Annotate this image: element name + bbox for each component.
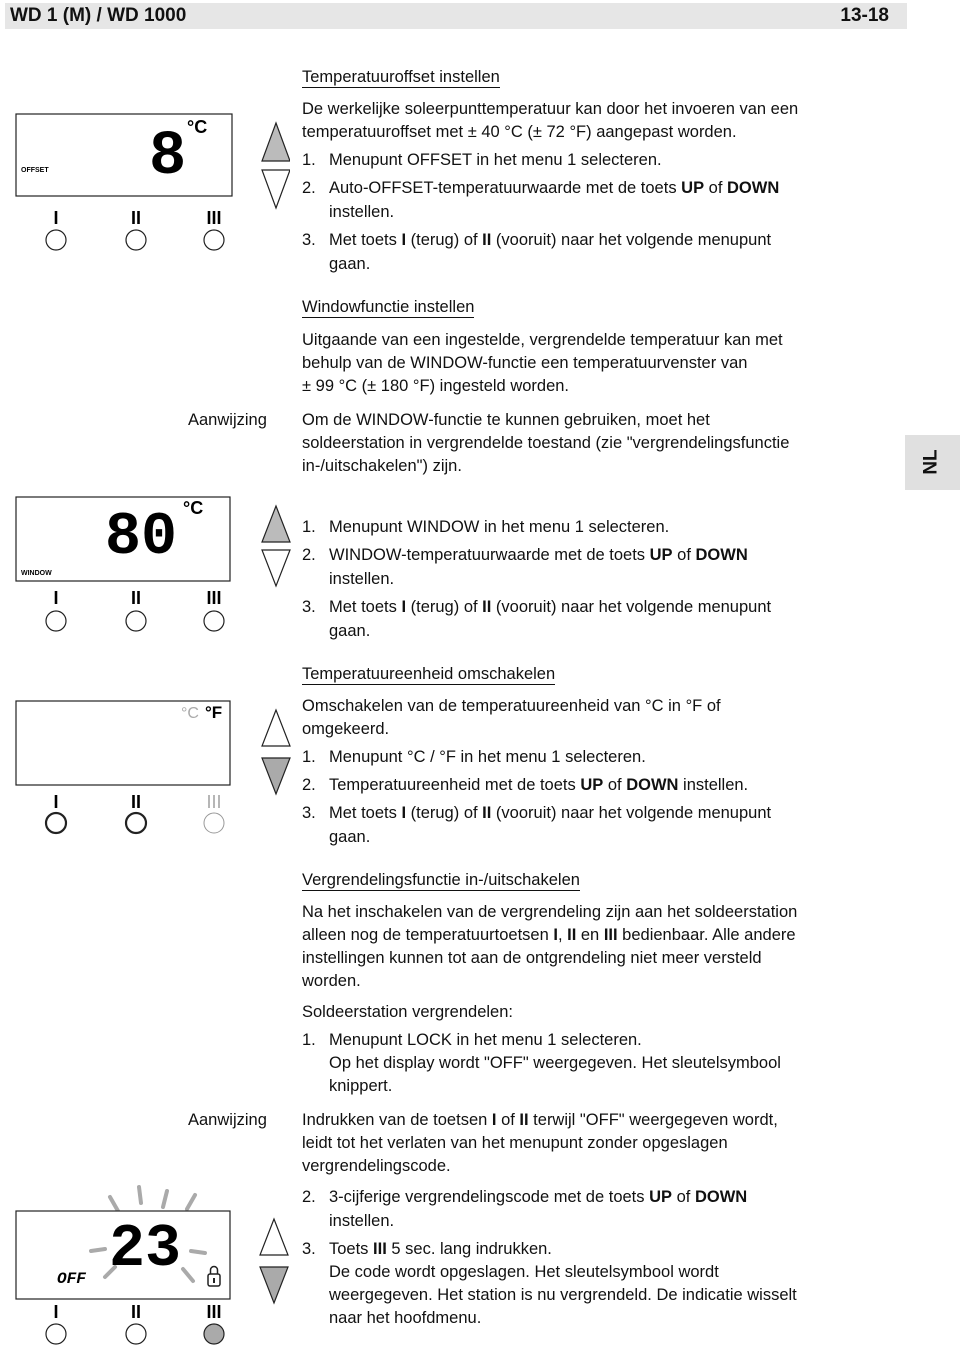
language-tab: NL — [905, 435, 960, 490]
svg-text:III: III — [206, 1302, 222, 1322]
offset-display-label: OFFSET — [21, 167, 49, 174]
lock-step-1-c: knippert. — [329, 1077, 393, 1095]
button-iii-icon — [204, 1324, 224, 1344]
lock-step-3-b: De code wordt opgeslagen. Het sleutelsymbool wordt — [329, 1263, 719, 1281]
up-arrow-icon — [262, 123, 290, 161]
down-arrow-icon — [260, 1267, 288, 1303]
offset-display-figure — [15, 113, 290, 253]
button-i-icon — [46, 230, 66, 250]
lock-note-label: Aanwijzing — [188, 1111, 267, 1129]
lock-step-2-cont: instellen. — [329, 1212, 395, 1230]
window-p2: behulp van de WINDOW-functie een temperatuurvenster van — [302, 354, 748, 372]
button-i-icon — [46, 611, 66, 631]
window-step-1: Menupunt WINDOW in het menu 1 selecteren. — [329, 518, 670, 536]
offset-intro-1: De werkelijke soleerpunttemperatuur kan door het invoeren van een — [302, 100, 799, 118]
lock-step-3-num: 3. — [302, 1240, 316, 1258]
button-ii-icon — [126, 1324, 146, 1344]
lock-step-2: 3-cijferige vergrendelingscode met de toets UP of DOWN — [329, 1188, 748, 1206]
lock-p2: alleen nog de temperatuurtoetsen I, II en III bedienbaar. Alle andere — [302, 926, 796, 944]
down-arrow-icon — [262, 550, 290, 586]
offset-step-3: Met toets I (terug) of II (vooruit) naar het volgende menupunt — [329, 231, 772, 249]
lock-step-3: Toets III 5 sec. lang indrukken. — [329, 1240, 552, 1258]
unit-step-1: Menupunt °C / °F in het menu 1 selecteren. — [329, 748, 646, 766]
unit-step-2-num: 2. — [302, 776, 316, 794]
svg-text:I: I — [53, 208, 59, 228]
svg-text:I: I — [53, 588, 59, 608]
lock-subtitle: Soldeerstation vergrendelen: — [302, 1003, 513, 1021]
offset-step-2-cont: instellen. — [329, 203, 395, 221]
lock-p1: Na het inschakelen van de vergrendeling zijn aan het soldeerstation — [302, 903, 798, 921]
unit-display-celsius: °C — [181, 705, 199, 722]
window-display-label: WINDOW — [21, 570, 52, 577]
offset-display-unit: °C — [187, 117, 208, 137]
window-step-3-num: 3. — [302, 598, 316, 616]
unit-p1: Omschakelen van de temperatuureenheid van °C in °F of — [302, 697, 721, 715]
lock-step-3-d: naar het hoofdmenu. — [329, 1309, 482, 1327]
window-p3: ± 99 °C (± 180 °F) ingesteld worden. — [302, 377, 570, 395]
offset-step-3-num: 3. — [302, 231, 316, 249]
window-note-3: in-/uitschakelen") zijn. — [302, 457, 462, 475]
section-title-lock: Vergrendelingsfunctie in-/uitschakelen — [302, 871, 580, 889]
page-header — [5, 3, 907, 29]
lock-display-label: OFF — [57, 1270, 86, 1288]
window-note-2: soldeerstation in vergrendelde toestand (zie "vergrendelingsfunctie — [302, 434, 790, 452]
document-title: WD 1 (M) / WD 1000 — [10, 5, 187, 26]
unit-display-fahrenheit: °F — [205, 703, 223, 722]
unit-step-3: Met toets I (terug) of II (vooruit) naar het volgende menupunt — [329, 804, 772, 822]
lock-note-2: leidt tot het verlaten van het menupunt zonder opgeslagen — [302, 1134, 728, 1152]
svg-text:III: III — [206, 208, 222, 228]
window-step-3: Met toets I (terug) of II (vooruit) naar het volgende menupunt — [329, 598, 772, 616]
page-number: 13-18 — [840, 5, 889, 26]
offset-intro-2: temperatuuroffset met ± 40 °C (± 72 °F) aangepast worden. — [302, 123, 737, 141]
offset-step-2-num: 2. — [302, 179, 316, 197]
unit-step-3-num: 3. — [302, 804, 316, 822]
lock-step-1-b: Op het display wordt "OFF" weergegeven. Het sleutelsymbool — [329, 1054, 781, 1072]
window-display-figure — [15, 496, 295, 636]
window-p1: Uitgaande van een ingestelde, vergrendelde temperatuur kan met — [302, 331, 783, 349]
window-step-2: WINDOW-temperatuurwaarde met de toets UP of DOWN — [329, 546, 748, 564]
window-step-3-cont: gaan. — [329, 622, 371, 640]
svg-text:II: II — [130, 792, 142, 812]
lock-step-3-c: weergegeven. Het station is nu vergrendeld. De indicatie wisselt — [329, 1286, 797, 1304]
button-iii-icon — [204, 611, 224, 631]
window-note-label: Aanwijzing — [188, 411, 267, 429]
up-arrow-icon — [260, 1219, 288, 1255]
lock-note-1: Indrukken van de toetsen I of II terwijl "OFF" weergegeven wordt, — [302, 1111, 778, 1129]
section-title-unit: Temperatuureenheid omschakelen — [302, 665, 556, 683]
lock-note-3: vergrendelingscode. — [302, 1157, 451, 1175]
button-ii-icon — [126, 611, 146, 631]
offset-step-2: Auto-OFFSET-temperatuurwaarde met de toets UP of DOWN — [329, 179, 780, 197]
down-arrow-icon — [262, 758, 290, 794]
window-step-2-num: 2. — [302, 546, 316, 564]
svg-text:II: II — [130, 208, 142, 228]
button-ii-icon — [126, 230, 146, 250]
lock-p4: worden. — [302, 972, 361, 990]
button-i-icon — [46, 813, 66, 833]
unit-p2: omgekeerd. — [302, 720, 390, 738]
svg-text:I: I — [53, 792, 59, 812]
up-arrow-icon — [262, 506, 290, 542]
lock-step-1-num: 1. — [302, 1031, 316, 1049]
unit-display-figure — [15, 700, 295, 840]
button-iii-icon — [204, 230, 224, 250]
section-title-offset: Temperatuuroffset instellen — [302, 68, 500, 86]
window-step-1-num: 1. — [302, 518, 316, 536]
lock-step-1: Menupunt LOCK in het menu 1 selecteren. — [329, 1031, 642, 1049]
offset-step-1: Menupunt OFFSET in het menu 1 selecteren. — [329, 151, 662, 169]
unit-step-2: Temperatuureenheid met de toets UP of DOWN instellen. — [329, 776, 749, 794]
lock-p3: instellingen kunnen tot aan de ontgrendeling niet meer versteld — [302, 949, 762, 967]
svg-text:III: III — [206, 588, 222, 608]
svg-text:II: II — [130, 1302, 142, 1322]
window-display-unit: °C — [183, 498, 204, 518]
button-ii-icon — [126, 813, 146, 833]
up-arrow-icon — [262, 710, 290, 746]
down-arrow-icon — [262, 170, 290, 208]
button-iii-icon — [204, 813, 224, 833]
offset-display-digits: 8 — [149, 121, 187, 192]
svg-text:III: III — [206, 792, 222, 812]
offset-step-3-cont: gaan. — [329, 255, 371, 273]
offset-step-1-num: 1. — [302, 151, 316, 169]
section-title-window: Windowfunctie instellen — [302, 298, 475, 316]
button-i-icon — [46, 1324, 66, 1344]
lock-display-digits: 23 — [109, 1216, 182, 1284]
svg-text:II: II — [130, 588, 142, 608]
unit-step-1-num: 1. — [302, 748, 316, 766]
lock-step-2-num: 2. — [302, 1188, 316, 1206]
window-display-digits: 80 — [105, 504, 178, 572]
window-note-1: Om de WINDOW-functie te kunnen gebruiken, moet het — [302, 411, 710, 429]
lock-display-figure — [15, 1185, 295, 1350]
window-step-2-cont: instellen. — [329, 570, 395, 588]
svg-text:I: I — [53, 1302, 59, 1322]
unit-step-3-cont: gaan. — [329, 828, 371, 846]
